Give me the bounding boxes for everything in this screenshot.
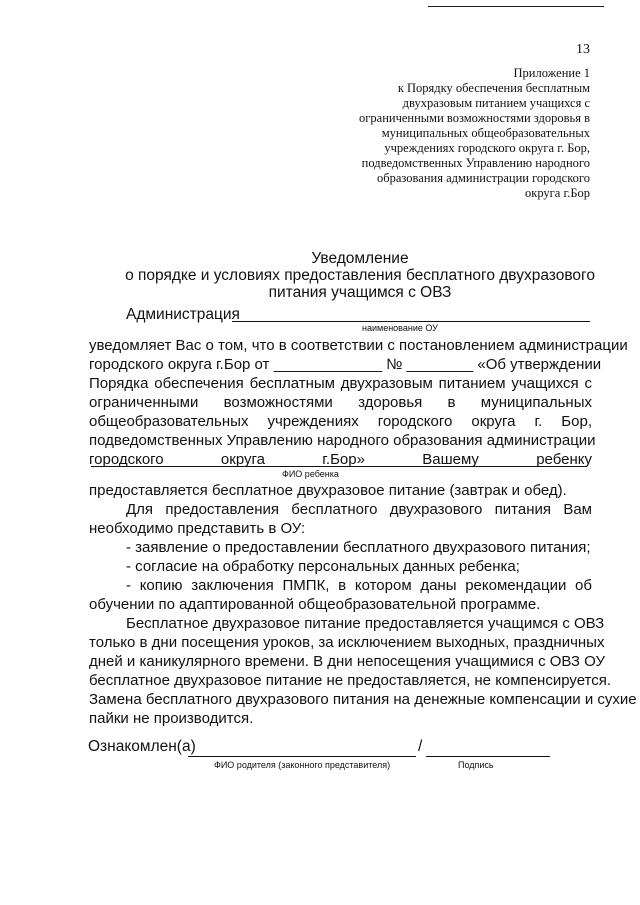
- appendix-line: ограниченными возможностями здоровья в: [359, 111, 590, 125]
- acknowledged-label: Ознакомлен(а): [88, 738, 196, 755]
- body-line: Бесплатное двухразовое питание предоставляется учащимся с ОВЗ: [126, 615, 605, 632]
- body-line: пайки не производится.: [89, 710, 254, 727]
- child-name-line: [91, 466, 587, 467]
- signature-line: [426, 756, 550, 757]
- appendix-line: образования администрации городского: [377, 171, 590, 185]
- body-line: дней и каникулярного времени. В дни непосещения учащимися с ОВЗ ОУ: [89, 653, 606, 670]
- page-number: 13: [576, 42, 590, 57]
- caption-signature: Подпись: [458, 760, 494, 770]
- list-item-continued: обучении по адаптированной общеобразовательной программе.: [89, 596, 541, 613]
- body-line: Для предоставления бесплатного двухразового питания Вам: [126, 501, 592, 518]
- admin-name-line: [232, 321, 590, 322]
- requirements-paragraph: [89, 481, 637, 728]
- title-line-1: Уведомление: [311, 250, 409, 267]
- appendix-header: [0, 66, 590, 201]
- appendix-line: подведомственных Управлению народного: [361, 156, 590, 170]
- body-line: уведомляет Вас о том, что в соответствии с постановлением администрации: [89, 337, 628, 354]
- notice-paragraph: [89, 336, 628, 469]
- caption-child: ФИО ребенка: [282, 469, 339, 479]
- title-line-3: питания учащимся с ОВЗ: [268, 284, 452, 301]
- appendix-line: к Порядку обеспечения бесплатным: [397, 81, 590, 95]
- document-title: [80, 250, 640, 301]
- body-line: ограниченными возможностями здоровья в муниципальных: [89, 394, 592, 411]
- list-item: - согласие на обработку персональных данных ребенка;: [126, 558, 520, 575]
- admin-label: Администрация: [126, 306, 240, 323]
- body-line: Замена бесплатного двухразового питания на денежные компенсации и сухие: [89, 691, 637, 708]
- body-line: общеобразовательных учреждениях городского округа г. Бор,: [89, 413, 592, 430]
- appendix-line: двухразовым питанием учащихся с: [402, 96, 590, 110]
- body-line: только в дни посещения уроков, за исключением выходных, праздничных: [89, 634, 605, 651]
- list-item: - заявление о предоставлении бесплатного двухразового питания;: [126, 539, 591, 556]
- title-line-2: о порядке и условиях предоставления бесплатного двухразового: [125, 267, 595, 284]
- list-item: - копию заключения ПМПК, в котором даны рекомендации об: [126, 577, 592, 594]
- caption-parent-fio: ФИО родителя (законного представителя): [214, 760, 391, 770]
- appendix-line: Приложение 1: [513, 66, 590, 80]
- caption-ou: наименование ОУ: [362, 323, 438, 333]
- body-line: подведомственных Управлению народного образования администрации: [89, 432, 596, 449]
- top-edge-line: [428, 6, 604, 7]
- body-line: предоставляется бесплатное двухразовое питание (завтрак и обед).: [89, 482, 567, 499]
- body-line: Порядка обеспечения бесплатным двухразовым питанием учащихся с: [89, 375, 592, 392]
- body-line: бесплатное двухразовое питание не предоставляется, не компенсируется.: [89, 672, 612, 689]
- body-line: городского округа г.Бор» Вашему ребенку: [89, 451, 592, 468]
- appendix-line: учреждениях городского округа г. Бор,: [384, 141, 590, 155]
- parent-name-line: [188, 756, 416, 757]
- body-line: необходимо представить в ОУ:: [89, 520, 306, 537]
- appendix-line: округа г.Бор: [525, 186, 590, 200]
- appendix-line: муниципальных общеобразовательных: [381, 126, 590, 140]
- body-line: городского округа г.Бор от _____________ № ________ «Об утверждении: [89, 356, 602, 373]
- signature-slash: /: [418, 738, 423, 755]
